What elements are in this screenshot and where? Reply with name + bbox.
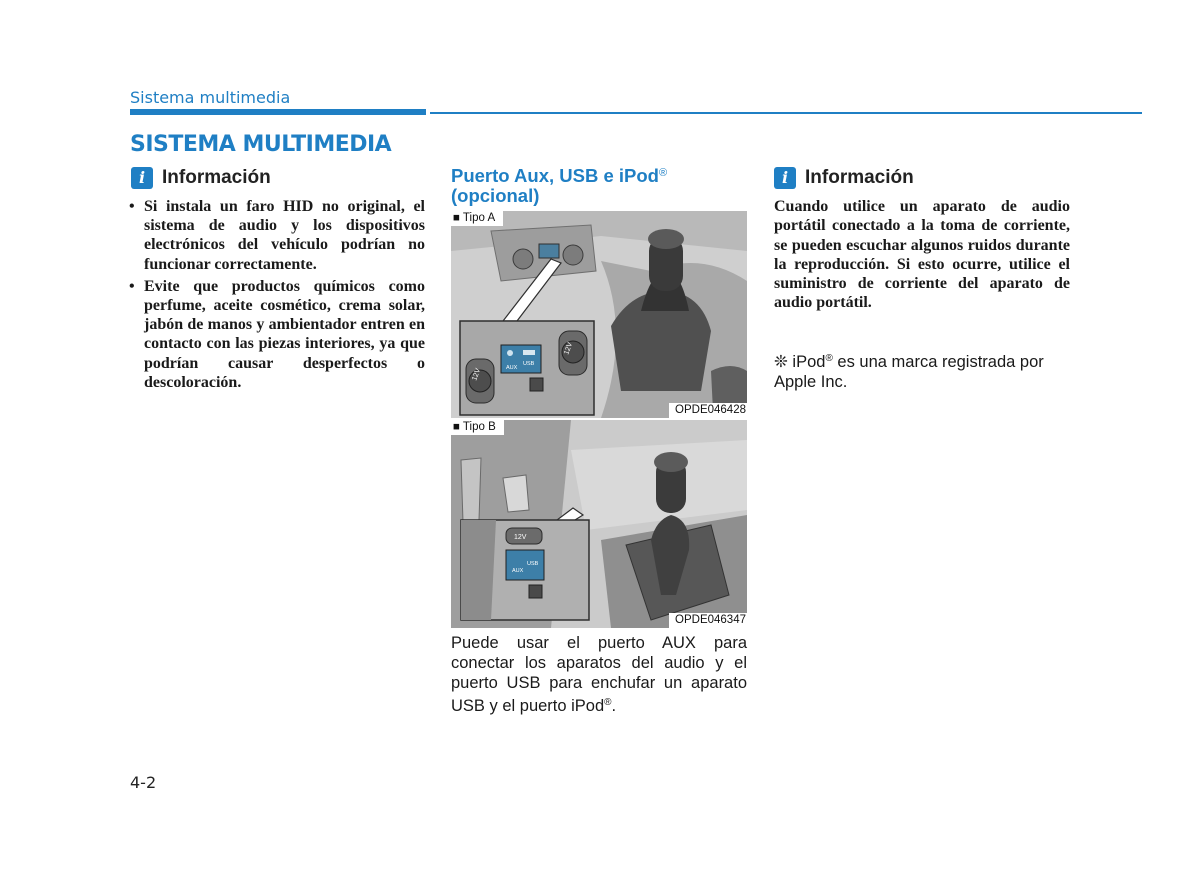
heading-text: Puerto Aux, USB e iPod xyxy=(451,165,659,186)
jack-label-12v: 12V xyxy=(471,367,483,382)
note-text-ipod: iPod xyxy=(792,353,826,371)
figure-type-b xyxy=(451,418,747,628)
info-paragraph: Cuando utilice un aparato de audio portátil conectado a la toma de corriente, se pueden escuchar algunos ruidos durante la reproducción. Si esto ocurre, utilice el suministro de corriente del aparato de audio portátil. xyxy=(774,198,1070,312)
trademark-note xyxy=(774,349,1074,392)
header-bar-thick xyxy=(130,109,426,115)
section-header: Sistema multimedia xyxy=(130,88,291,107)
jack-label-12v: 12V xyxy=(514,534,527,541)
paragraph-text: Puede usar el puerto AUX para conectar los aparatos del audio y el puerto USB para enchufar un aparato USB y el puerto iPod xyxy=(451,634,747,715)
info-icon: i xyxy=(131,167,153,189)
list-item: • Si instala un faro HID no original, el sistema de audio y los dispositivos electrónicos del vehículo podrían no funcionar correctamente. xyxy=(129,197,425,274)
figure-code: OPDE046347 xyxy=(669,613,747,628)
info-title: Información xyxy=(805,167,914,188)
page-number: 4-2 xyxy=(130,773,157,792)
console-illustration-b xyxy=(451,420,747,628)
header-bar-thin xyxy=(430,112,1142,114)
heading-optional: (opcional) xyxy=(451,185,540,206)
figure-label: ■ Tipo B xyxy=(451,420,504,435)
body-paragraph xyxy=(451,633,747,716)
registered-mark: ® xyxy=(658,167,668,179)
jack-label-aux: AUX xyxy=(506,365,518,371)
info-bullet-list xyxy=(129,197,425,395)
jack-label-aux: AUX xyxy=(512,568,524,574)
paragraph-end: . xyxy=(611,697,617,715)
figure-type-a xyxy=(451,211,747,418)
note-text: es una marca registrada por Apple Inc. xyxy=(774,353,1044,391)
figure-code: OPDE046428 xyxy=(669,403,747,418)
section-heading-aux xyxy=(451,163,747,206)
list-item: • Evite que productos químicos como perfume, aceite cosmético, crema solar, jabón de manos y ambientador entren en contacto con las piezas interiores, ya que podrían causar desperfectos o descoloración. xyxy=(129,277,425,392)
registered-mark: ® xyxy=(604,697,612,708)
page-title: SISTEMA MULTIMEDIA xyxy=(130,132,392,157)
info-title: Información xyxy=(162,167,271,188)
info-box-heading xyxy=(131,167,271,189)
console-illustration-a xyxy=(451,211,747,418)
registered-mark: ® xyxy=(825,353,833,364)
info-icon: i xyxy=(774,167,796,189)
info-box-heading xyxy=(774,167,914,189)
jack-label-usb: USB xyxy=(523,361,535,367)
figure-label: ■ Tipo A xyxy=(451,211,503,226)
jack-label-12v-right: 12V xyxy=(563,341,575,356)
jack-label-usb: USB xyxy=(527,561,539,567)
note-symbol: ❊ xyxy=(774,353,788,371)
